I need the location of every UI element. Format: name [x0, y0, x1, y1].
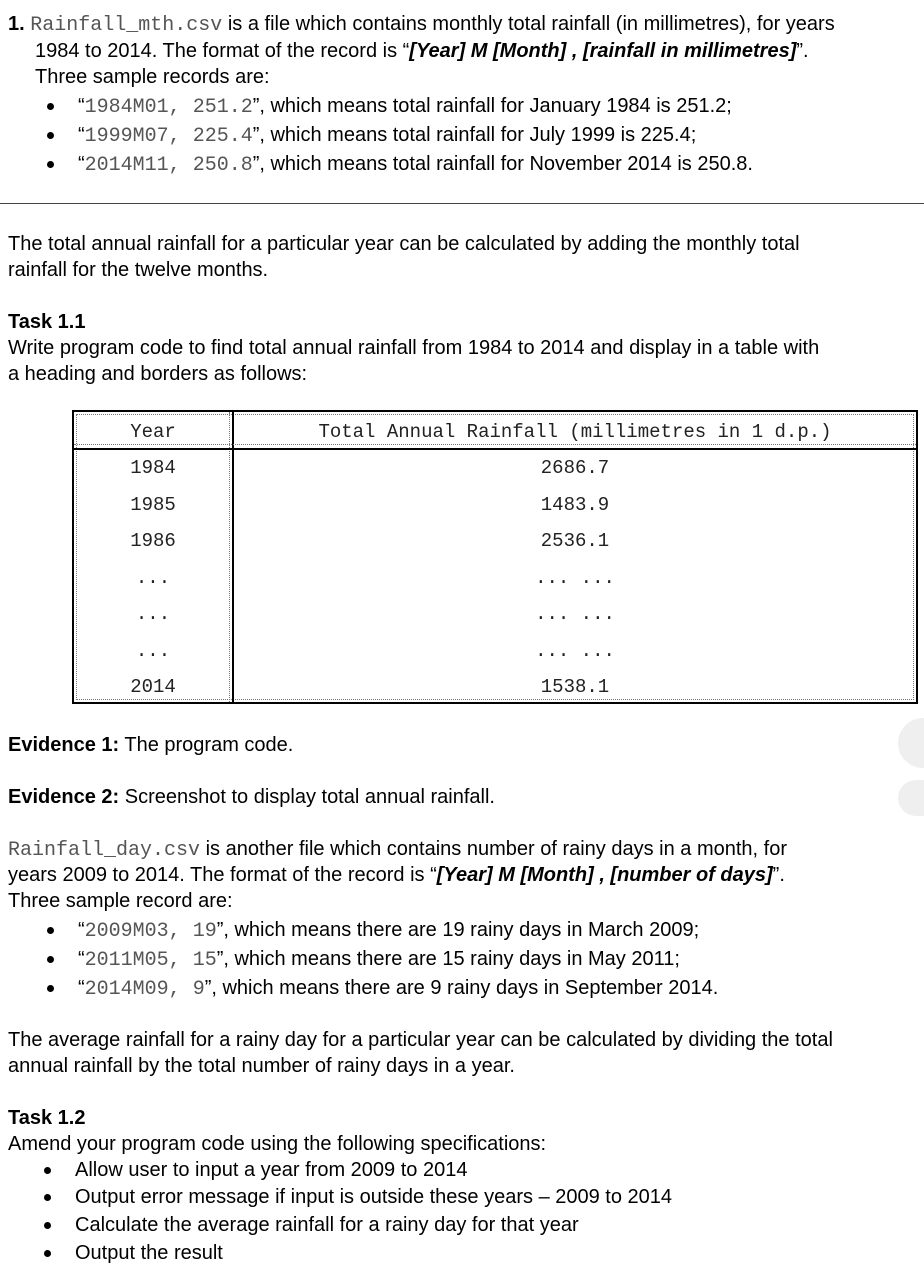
q1-intro-line-2: [35, 38, 809, 64]
evidence-1: [8, 732, 293, 758]
table-cell-year: ...: [135, 603, 171, 625]
task-1-1-heading: Task 1.1: [8, 311, 86, 333]
bullet-icon: [47, 103, 54, 110]
task-1-2-item: Output error message if input is outside these years – 2009 to 2014: [75, 1186, 673, 1208]
table-cell-total: 1538.1: [540, 676, 610, 698]
evidence-2: [8, 784, 495, 810]
q1-intro-text-b2: ”.: [796, 40, 809, 62]
sample-code: 2011M05, 15: [84, 949, 217, 972]
table-cell-year: ...: [135, 640, 171, 662]
bullet-icon: [47, 161, 54, 168]
table-cell-total: ... ...: [535, 567, 615, 589]
evidence-1-text: The program code.: [119, 734, 294, 756]
day-intro-line-3: Three sample record are:: [8, 890, 233, 912]
evidence-2-text: Screenshot to display total annual rainfall.: [119, 786, 495, 808]
filename-rainfall-day: Rainfall_day.csv: [8, 839, 201, 862]
sample-description: ”, which means total rainfall for January 1984 is 251.2;: [252, 95, 732, 117]
header-year: Year: [130, 421, 176, 443]
evidence-2-label: Evidence 2:: [8, 786, 120, 808]
annual-rainfall-line-2: rainfall for the twelve months.: [8, 259, 269, 281]
sample-code: 2014M11, 250.8: [84, 154, 253, 177]
sample-code: 1999M07, 225.4: [84, 125, 253, 148]
task-1-2-item: Calculate the average rainfall for a rainy day for that year: [75, 1214, 579, 1236]
filename-rainfall-mth: Rainfall_mth.csv: [30, 14, 223, 37]
bullet-icon: [44, 1222, 51, 1229]
bullet-icon: [44, 1167, 51, 1174]
question-number: 1.: [8, 13, 25, 35]
table-cell-total: 1483.9: [540, 494, 610, 516]
bullet-icon: [44, 1250, 51, 1257]
header-total-annual-rainfall: Total Annual Rainfall (millimetres in 1 d.p.): [318, 421, 832, 443]
header-divider: [74, 448, 916, 450]
average-rainfall-line-1: The average rainfall for a rainy day for a particular year can be calculated by dividing the total: [8, 1029, 833, 1051]
task-1-2-item: Output the result: [75, 1242, 223, 1264]
sample-record-2: “1999M07, 225.4”, which means total rainfall for July 1999 is 225.4;: [78, 124, 697, 148]
sample-description: ”, which means there are 15 rainy days in May 2011;: [216, 948, 680, 970]
average-rainfall-line-2: annual rainfall by the total number of rainy days in a year.: [8, 1055, 515, 1077]
bullet-icon: [47, 132, 54, 139]
sample-description: ”, which means there are 19 rainy days in March 2009;: [216, 919, 700, 941]
day-intro-text-b2: ”.: [772, 864, 785, 886]
bullet-icon: [47, 985, 54, 992]
margin-decoration: [898, 780, 924, 816]
day-sample-record-3: “2014M09, 9”, which means there are 9 rainy days in September 2014.: [78, 977, 719, 1001]
day-sample-record-1: “2009M03, 19”, which means there are 19 rainy days in March 2009;: [78, 919, 700, 943]
sample-description: ”, which means there are 9 rainy days in September 2014.: [204, 977, 719, 999]
task-1-2-heading: Task 1.2: [8, 1107, 86, 1129]
table-cell-total: ... ...: [535, 640, 615, 662]
day-intro-text-b1: years 2009 to 2014. The format of the record is “: [8, 864, 437, 886]
table-cell-total: 2686.7: [540, 457, 610, 479]
table-cell-year: ...: [135, 567, 171, 589]
q1-intro-line-1: [8, 11, 835, 39]
sample-record-1: “1984M01, 251.2”, which means total rainfall for January 1984 is 251.2;: [78, 95, 732, 119]
annual-rainfall-line-1: The total annual rainfall for a particular year can be calculated by adding the monthly total: [8, 233, 800, 255]
table-cell-year: 1986: [130, 530, 176, 552]
sample-code: 2014M09, 9: [84, 978, 205, 1001]
q1-intro-text-b1: 1984 to 2014. The format of the record is “: [35, 40, 410, 62]
annual-rainfall-table: [72, 410, 918, 704]
bullet-icon: [47, 956, 54, 963]
table-cell-total: ... ...: [535, 603, 615, 625]
sample-description: ”, which means total rainfall for July 1999 is 225.4;: [252, 124, 697, 146]
day-intro-text-a: is another file which contains number of rainy days in a month, for: [200, 838, 787, 860]
table-cell-year: 2014: [130, 676, 176, 698]
task-1-2-item: Allow user to input a year from 2009 to 2014: [75, 1159, 468, 1181]
day-intro-line-2: [8, 862, 785, 888]
bullet-icon: [47, 927, 54, 934]
table-cell-total: 2536.1: [540, 530, 610, 552]
sample-code: 1984M01, 251.2: [84, 96, 253, 119]
q1-intro-line-3: Three sample records are:: [35, 66, 270, 88]
evidence-1-label: Evidence 1:: [8, 734, 120, 756]
day-sample-record-2: “2011M05, 15”, which means there are 15 rainy days in May 2011;: [78, 948, 680, 972]
record-format-days: [Year] M [Month] , [number of days]: [436, 864, 773, 886]
table-cell-year: 1984: [130, 457, 176, 479]
table-cell-year: 1985: [130, 494, 176, 516]
bullet-icon: [44, 1194, 51, 1201]
sample-record-3: “2014M11, 250.8”, which means total rainfall for November 2014 is 250.8.: [78, 153, 753, 177]
q1-intro-text-a: is a file which contains monthly total rainfall (in millimetres), for years: [222, 13, 835, 35]
day-intro-line-1: [8, 836, 787, 864]
margin-decoration: [898, 718, 924, 768]
task-1-2-line-1: Amend your program code using the following specifications:: [8, 1133, 547, 1155]
sample-description: ”, which means total rainfall for November 2014 is 250.8.: [252, 153, 753, 175]
section-divider: [0, 203, 924, 204]
task-1-1-line-1: Write program code to find total annual rainfall from 1984 to 2014 and display in a table with: [8, 337, 820, 359]
task-1-1-line-2: a heading and borders as follows:: [8, 363, 308, 385]
sample-code: 2009M03, 19: [84, 920, 217, 943]
record-format-monthly: [Year] M [Month] , [rainfall in millimetres]: [409, 40, 797, 62]
